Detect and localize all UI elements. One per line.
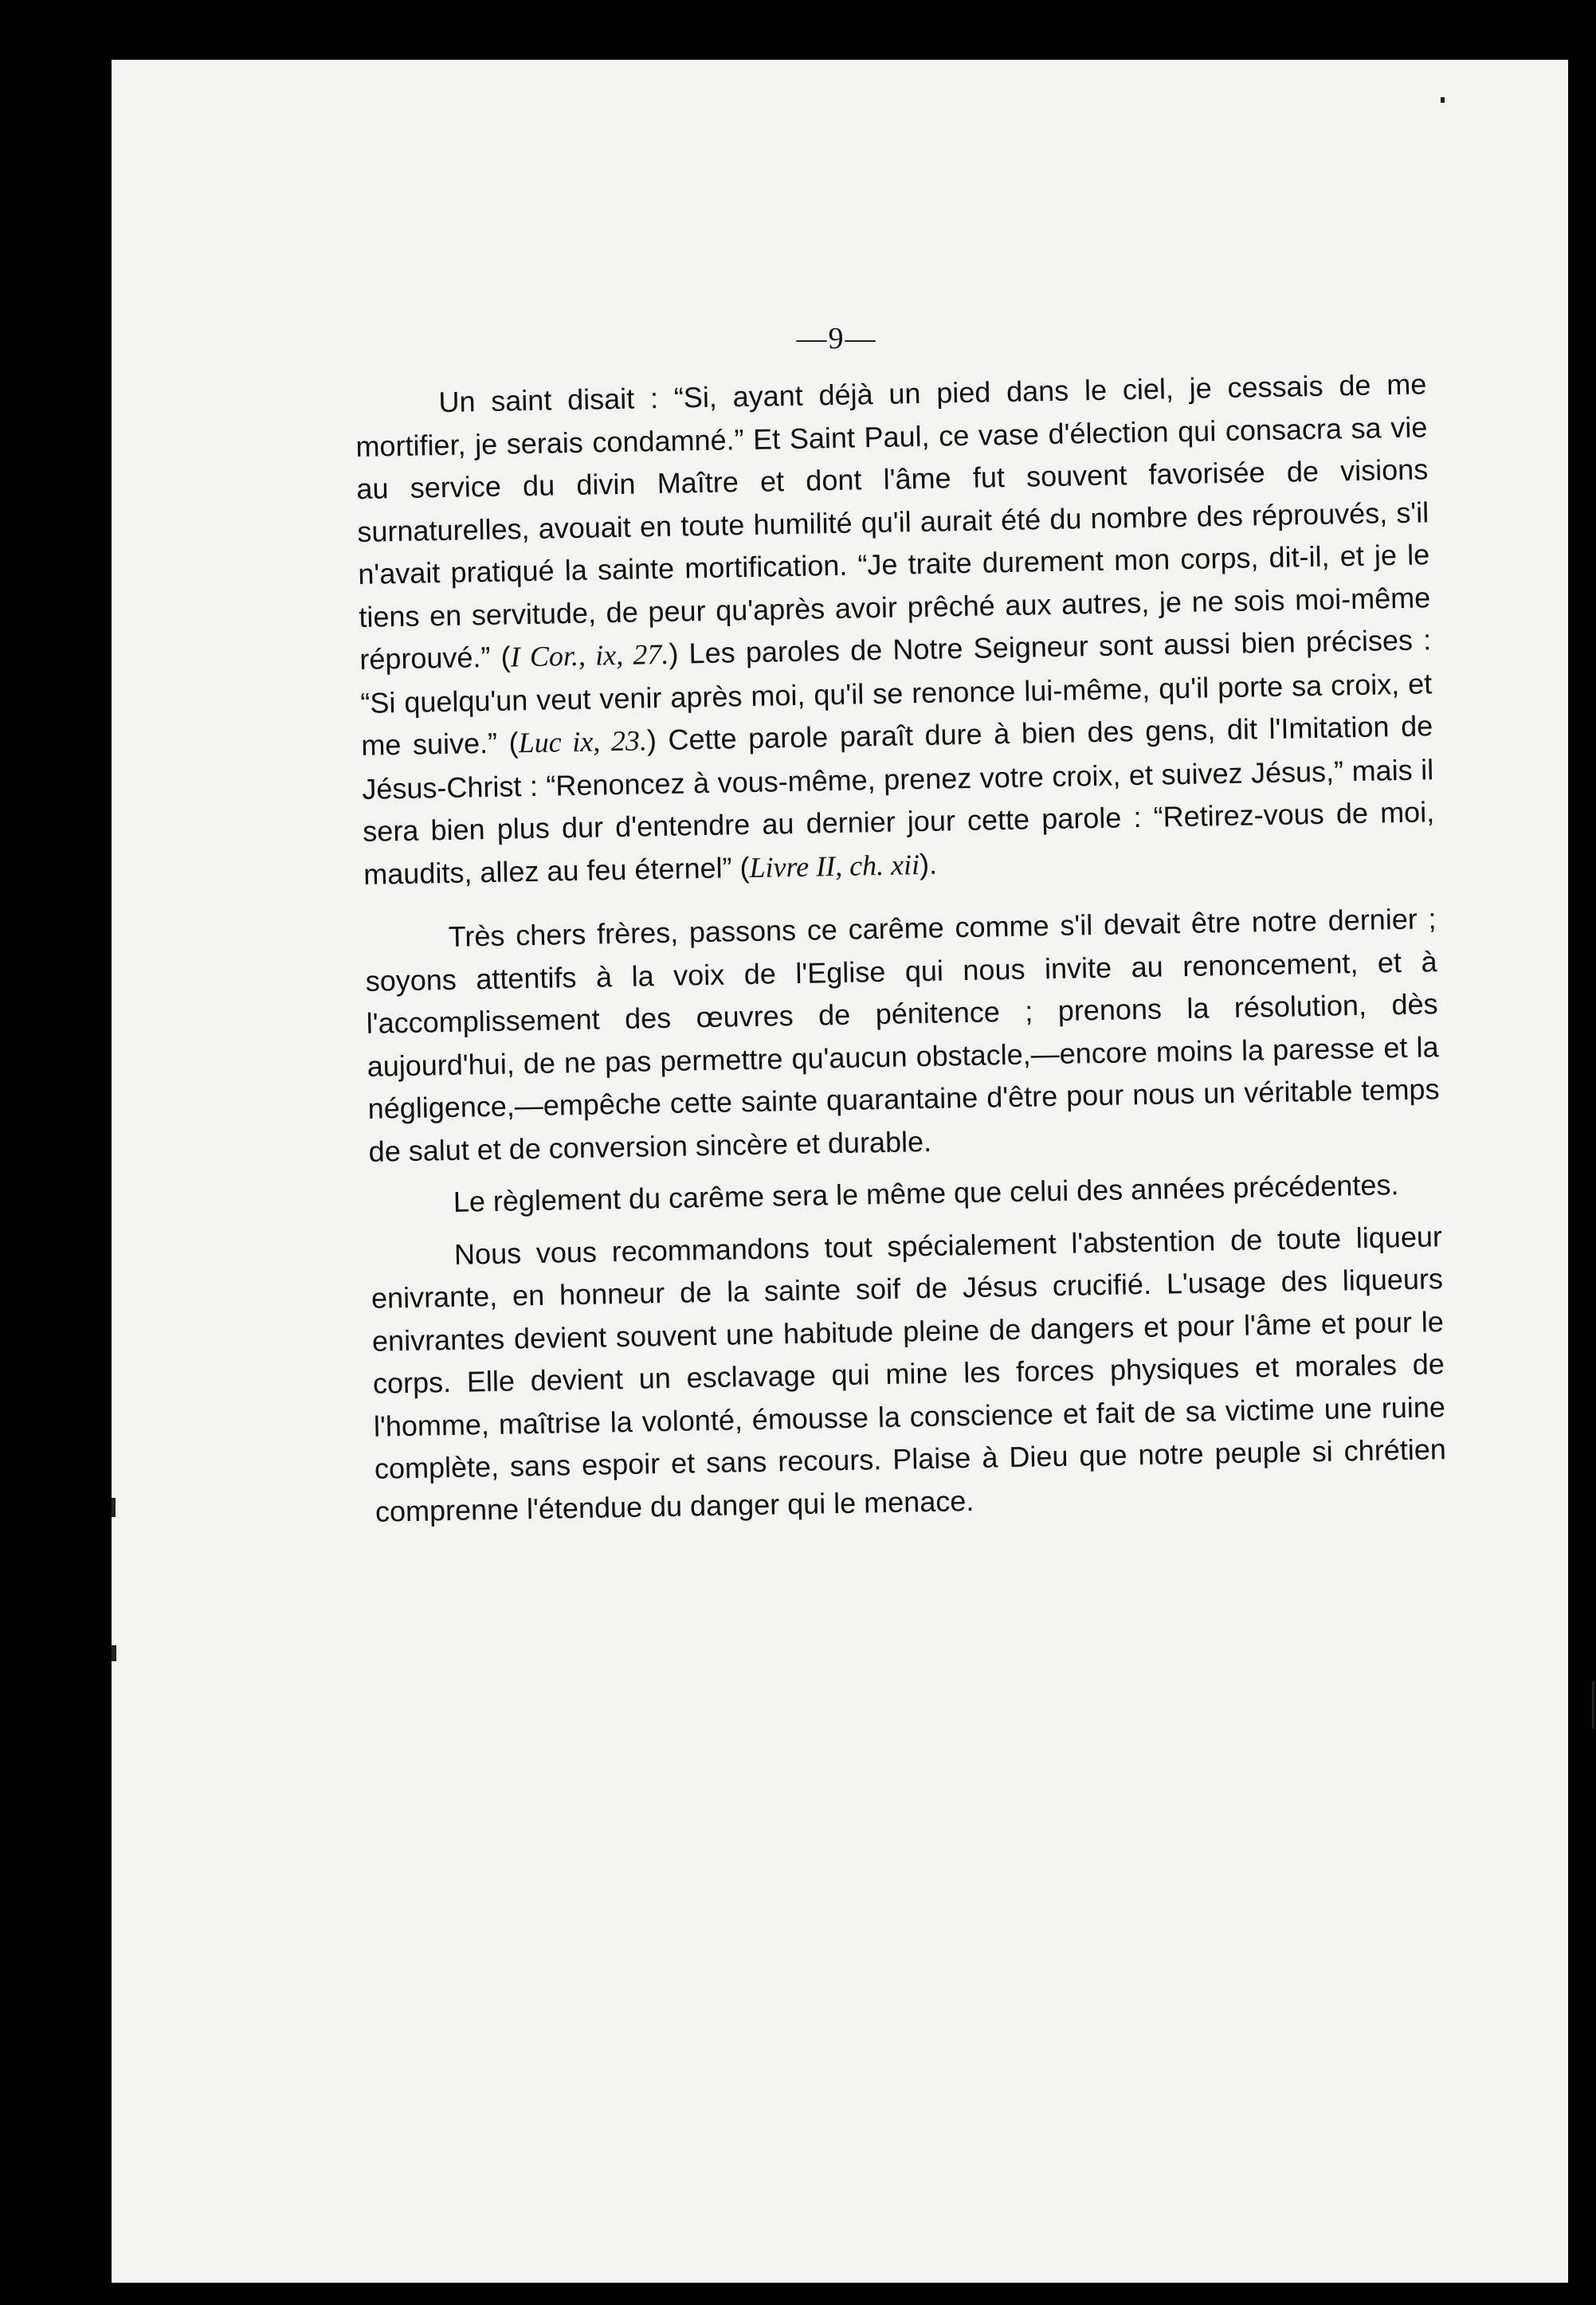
- paragraph-2-text: Très chers frères, passons ce carême comme s'il devait être notre dernier ; soyons attentifs à la voix de l'Eglise qui nous invite au renoncement, et à l'accomplissement des œuvres de pénitence ; prenons la résolution, dès aujourd'hui, de ne pas permettre qu'aucun obstacle,—encore moins la paresse et la négligence,—empêche cette sainte quarantaine d'être pour nous un véritable temps de salut et de conversion sincère et durable.: [365, 902, 1440, 1168]
- body-text: [355, 363, 1447, 1532]
- scan-margin-mark: [112, 1498, 116, 1517]
- page-number: —9—: [796, 322, 877, 355]
- scan-margin-mark: [112, 1645, 116, 1661]
- paragraph-3: [369, 1162, 1441, 1225]
- paragraph-3-text: Le règlement du carême sera le même que celui des années précédentes.: [453, 1168, 1399, 1218]
- paragraph-4: [371, 1215, 1448, 1533]
- scan-margin-mark: [1592, 1681, 1594, 1729]
- citation-imitation: Livre II, ch. xii: [749, 848, 920, 884]
- document-page: [112, 60, 1568, 2283]
- citation-luke: Luc ix, 23.: [518, 724, 648, 759]
- citation-corinthians: I Cor., ix, 27.: [510, 637, 669, 673]
- paragraph-2: [364, 897, 1441, 1173]
- paragraph-1-text: Un saint disait : “Si, ayant déjà un pied dans le ciel, je cessais de me mortifier, je serais condamné.” Et Saint Paul, ce vase d'élection qui consacra sa vie au service du divin Maître et dont l'âme fut souvent favorisée de visions surnaturelles, avouait en toute humilité qu'il aurait été du nombre des réprouvés, s'il n'avait pratiqué la sainte mortification. “Je traite durement mon corps, dit-il, et je le tiens en servitude, de peur qu'après avoir prêché aux autres, je ne sois moi-même réprouvé.” (: [355, 367, 1431, 676]
- paragraph-1-text: ).: [919, 847, 938, 880]
- scan-corner-mark: [1441, 97, 1445, 103]
- paragraph-1: [355, 363, 1436, 896]
- paragraph-1-text: ) Les paroles de Notre Seigneur sont aussi bien précises : “Si quelqu'un veut venir après moi, qu'il se renonce lui-même, qu'il porte sa croix, et me suive.” (: [359, 623, 1433, 762]
- paragraph-4-text: Nous vous recommandons tout spécialement l'abstention de toute liqueur enivrante, en honneur de la sainte soif de Jésus crucifié. L'usage des liqueurs enivrantes devient souvent une habitude pleine de dangers et pour l'âme et pour le corps. Elle devient un esclavage qui mine les forces physiques et morales de l'homme, maîtrise la volonté, émousse la conscience et fait de sa victime une ruine complète, sans espoir et sans recours. Plaise à Dieu que notre peuple si chrétien comprenne l'étendue du danger qui le menace.: [371, 1219, 1447, 1528]
- paragraph-1-text: ) Cette parole paraît dure à bien des gens, dit l'Imitation de Jésus-Christ : “Renoncez à vous-même, prenez votre croix, et suivez Jésus,” mais il sera bien plus dur d'entendre au dernier jour cette parole : “Retirez-vous de moi, maudits, allez au feu éternel” (: [361, 709, 1435, 891]
